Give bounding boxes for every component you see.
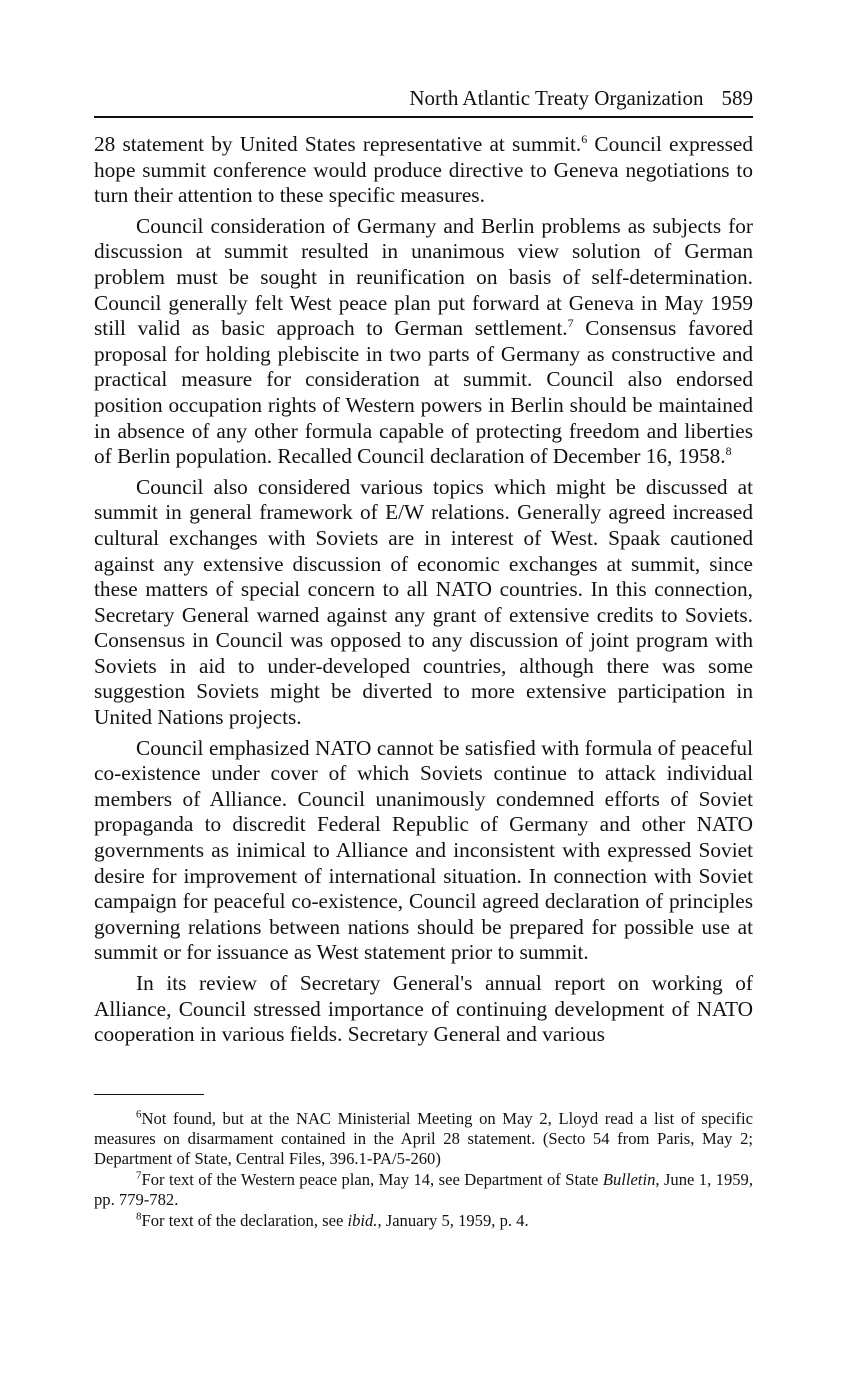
footnote-ref-7[interactable]: 7 [567,316,574,331]
footnote-6 [94,1109,753,1169]
footnote-ref-8[interactable]: 8 [725,444,732,459]
document-page [94,84,753,1232]
footnote-8-italic: ibid. [347,1210,378,1230]
running-head [94,84,753,118]
paragraph-1 [94,132,753,209]
footnote-7 [94,1170,753,1210]
footnote-8-text-a: For text of the declaration, see [141,1210,348,1230]
paragraph-2-text-b: Consensus favored proposal for holding plebiscite in two parts of Germany as constructive and practical measure for consideration at summit. Council also endorsed position occupation rights of Western powers in Berlin should be maintained in absence of any other formula capable of protecting freedom and liberties of Berlin population. Recalled Council declaration of December 16, 1958. [94,316,753,469]
footnote-ref-6[interactable]: 6 [581,131,588,146]
footnote-7-text-b: , June 1, 1959, pp. 779-782. [94,1169,754,1209]
footnote-7-text-a: For text of the Western peace plan, May 14, see Department of State [141,1169,603,1189]
paragraph-4: Council emphasized NATO cannot be satisfied with formula of peaceful co-existence under cover of which Soviets continue to attack individual members of Alliance. Council unanimously condemned efforts of Soviet propaganda to discredit Federal Republic of Germany and other NATO governments as inimical to Alliance and inconsistent with expressed Soviet desire for improvement of international situation. In connection with Soviet campaign for peaceful co-existence, Council agreed declaration of principles governing relations between nations should be prepared for possible use at summit or for issuance as West statement prior to summit. [94,735,753,965]
paragraph-1-text-b: Council expressed hope summit conference would produce directive to Geneva negotiations to turn their attention to these specific measures. [94,132,753,208]
footnote-divider [94,1094,204,1095]
paragraph-5: In its review of Secretary General's annual report on working of Alliance, Council stressed importance of continuing development of NATO cooperation in various fields. Secretary General and various [94,971,753,1047]
footnote-8-number: 8 [136,1210,142,1223]
paragraph-1-text-a: 28 statement by United States representative at summit. [94,132,582,156]
paragraph-2-text-a: Council consideration of Germany and Berlin problems as subjects for discussion at summit resulted in unanimous view solution of German problem must be sought in reunification on basis of self-determination. Council generally felt West peace plan put forward at Geneva in May 1959 still valid as basic approach to German settlement. [94,213,753,341]
footnote-6-text: Not found, but at the NAC Ministerial Meeting on May 2, Lloyd read a list of specific measures on disarmament contained in the April 28 statement. (Secto 54 from Paris, May 2; Department of State, Central Files, 396.1-PA/5-260) [94,1108,753,1168]
footnote-8-text-b: , January 5, 1959, p. 4. [377,1210,529,1230]
footnote-8 [94,1211,753,1231]
page-number: 589 [721,86,753,110]
paragraph-2 [94,214,753,470]
footnote-6-number: 6 [136,1108,142,1121]
footnotes [94,1109,753,1231]
footnote-7-number: 7 [136,1169,142,1182]
footnote-7-italic: Bulletin [602,1169,656,1189]
paragraph-3: Council also considered various topics which might be discussed at summit in general framework of E/W relations. Generally agreed increased cultural exchanges with Soviets are in interest of West. Spaak cautioned against any extensive discussion of economic exchanges at summit, since these matters of special concern to all NATO countries. In this connection, Secretary General warned against any grant of extensive credits to Soviets. Consensus in Council was opposed to any discussion of joint program with Soviets in aid to under-developed countries, although there was some suggestion Soviets might be diverted to more extensive participation in United Nations projects. [94,474,753,730]
body-text [94,132,753,1048]
running-head-title: North Atlantic Treaty Organization [409,86,704,110]
